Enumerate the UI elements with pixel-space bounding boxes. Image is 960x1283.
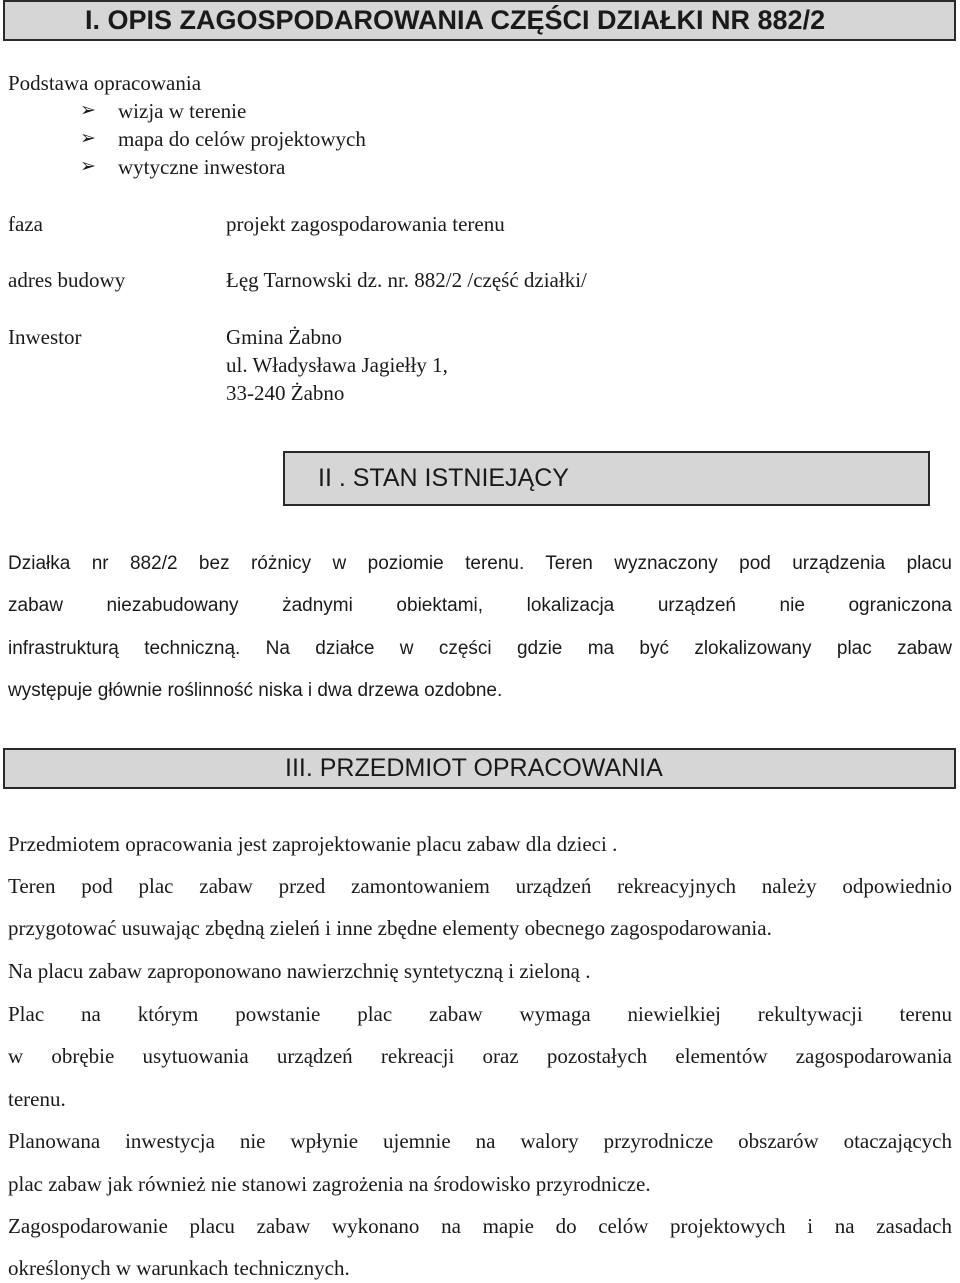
section-3-line: w obrębie usytuowania urządzeń rekreacji oraz pozostałych elementów zagospodarowania — [8, 1044, 952, 1068]
section-2-line: infrastrukturą techniczną. Na działce w części gdzie ma być zlokalizowany plac zabaw — [8, 638, 952, 659]
investor-line: ul. Władysława Jagiełły 1, — [226, 353, 448, 377]
section-2-line: Działka nr 882/2 bez różnicy w poziomie terenu. Teren wyznaczony pod urządzenia placu — [8, 553, 952, 574]
section-3-line: Na placu zabaw zaproponowano nawierzchnię syntetyczną i zieloną . — [8, 959, 591, 983]
faza-label: faza — [8, 212, 43, 236]
investor-line: Gmina Żabno — [226, 325, 343, 349]
section-3-line: przygotować usuwając zbędną zieleń i inne zbędne elementy obecnego zagospodarowania. — [8, 916, 772, 940]
section-3-line: plac zabaw jak również nie stanowi zagrożenia na środowisko przyrodnicze. — [8, 1172, 651, 1196]
faza-value: projekt zagospodarowania terenu — [226, 212, 505, 236]
basis-item: wizja w terenie — [118, 99, 247, 123]
basis-item: wytyczne inwestora — [118, 155, 286, 179]
section-2-line: występuje głównie roślinność niska i dwa drzewa ozdobne. — [8, 680, 503, 701]
section-3-title: III. PRZEDMIOT OPRACOWANIA — [285, 754, 663, 782]
section-2-heading — [283, 451, 930, 506]
section-3-line: Planowana inwestycja nie wpłynie ujemnie na walory przyrodnicze obszarów otaczających — [8, 1129, 952, 1153]
address-value: Łęg Tarnowski dz. nr. 882/2 /część działki/ — [226, 268, 587, 292]
arrow-bullet-icon: ➢ — [80, 155, 96, 177]
investor-label: Inwestor — [8, 325, 82, 349]
section-3-line: Plac na którym powstanie plac zabaw wymaga niewielkiej rekultywacji terenu — [8, 1002, 952, 1026]
section-3-line: Przedmiotem opracowania jest zaprojektowanie placu zabaw dla dzieci . — [8, 832, 618, 856]
section-3-heading — [3, 748, 956, 789]
basis-item: mapa do celów projektowych — [118, 127, 366, 151]
section-3-line: określonych w warunkach technicznych. — [8, 1256, 350, 1280]
arrow-bullet-icon: ➢ — [80, 99, 96, 121]
section-2-line: zabaw niezabudowany żadnymi obiektami, lokalizacja urządzeń nie ograniczona — [8, 595, 952, 616]
section-1-title: I. OPIS ZAGOSPODAROWANIA CZĘŚCI DZIAŁKI NR 882/2 — [85, 5, 826, 35]
section-3-line: terenu. — [8, 1087, 66, 1111]
investor-line: 33-240 Żabno — [226, 381, 345, 405]
arrow-bullet-icon: ➢ — [80, 127, 96, 149]
section-2-title: II . STAN ISTNIEJĄCY — [318, 464, 569, 492]
section-3-line: Zagospodarowanie placu zabaw wykonano na mapie do celów projektowych i na zasadach — [8, 1214, 952, 1238]
basis-label: Podstawa opracowania — [8, 71, 202, 95]
section-3-line: Teren pod plac zabaw przed zamontowaniem urządzeń rekreacyjnych należy odpowiednio — [8, 874, 952, 898]
section-1-heading — [3, 0, 956, 41]
address-label: adres budowy — [8, 268, 126, 292]
